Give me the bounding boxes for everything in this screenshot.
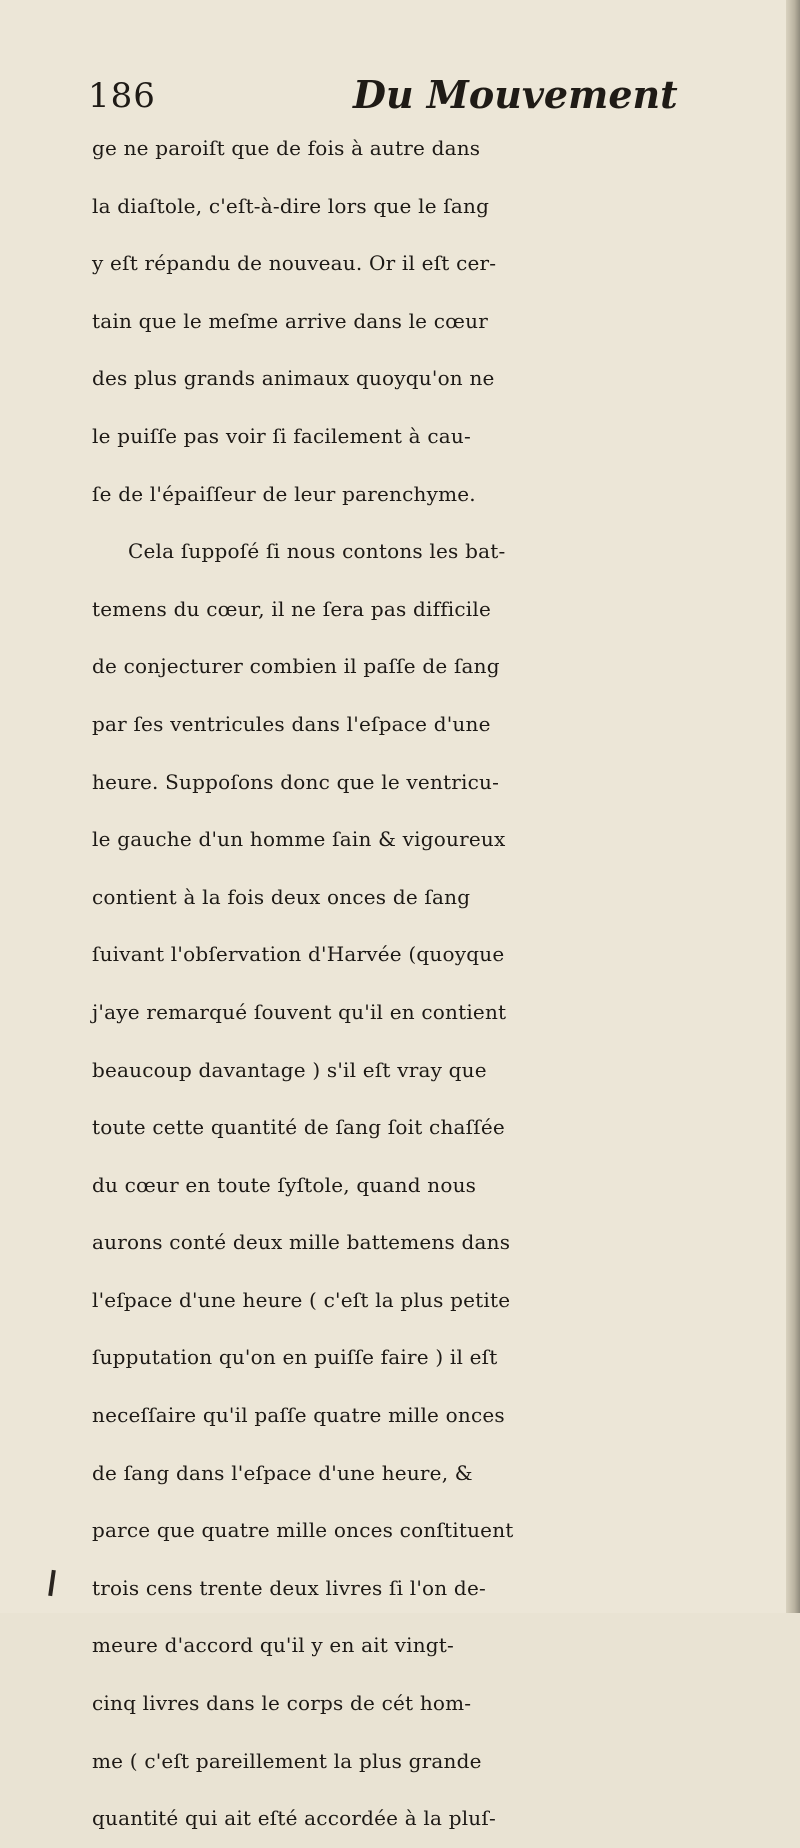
text-line: heure. Suppoſons donc que le ventricu- (92, 769, 500, 794)
text-line: toute cette quantité de ſang ſoit chaſſée (92, 1115, 505, 1140)
text-line: j'aye remarqué ſouvent qu'il en contient (92, 999, 507, 1024)
body-text (92, 120, 772, 1848)
text-line: ſe de l'épaiſſeur de leur parenchyme. (92, 481, 476, 506)
text-line: ſupputation qu'on en puiſſe faire ) il eſt (92, 1345, 498, 1370)
page-number: 186 (88, 76, 156, 116)
text-line: l'eſpace d'une heure ( c'eſt la plus petite (92, 1287, 511, 1312)
page-header (88, 72, 748, 122)
text-line: de ſang dans l'eſpace d'une heure, & (92, 1460, 473, 1485)
text-line: tain que le meſme arrive dans le cœur (92, 308, 488, 333)
text-line: quantité qui ait eſté accordée à la pluſ- (92, 1806, 496, 1831)
text-line: beaucoup davantage ) s'il eſt vray que (92, 1057, 487, 1082)
running-title: Du Mouvement (353, 72, 678, 117)
text-line: ge ne paroiſt que de fois à autre dans (92, 136, 481, 160)
text-line: par ſes ventricules dans l'eſpace d'une (92, 711, 491, 736)
text-line: des plus grands animaux quoyqu'on ne (92, 366, 495, 391)
text-line: le puiſſe pas voir ſi facilement à cau- (92, 423, 471, 448)
text-line: de conjecturer combien il paſſe de ſang (92, 654, 500, 679)
text-line: trois cens trente deux livres ſi l'on de- (92, 1575, 486, 1600)
page-edge-shadow (786, 0, 800, 1613)
paragraph-start-line: Cela ſuppoſé ſi nous contons les bat- (128, 539, 506, 564)
text-line: temens du cœur, il ne ſera pas difficile (92, 596, 492, 621)
text-line: le gauche d'un homme ſain & vigoureux (92, 827, 506, 852)
text-line: ſuivant l'obſervation d'Harvée (quoyque (92, 942, 505, 967)
margin-ink-mark (48, 1570, 56, 1596)
text-line: cinq livres dans le corps de cét hom- (92, 1691, 472, 1716)
text-line: y eſt répandu de nouveau. Or il eſt cer- (92, 251, 497, 276)
text-line: meure d'accord qu'il y en ait vingt- (92, 1633, 454, 1658)
text-line: contient à la fois deux onces de ſang (92, 884, 471, 909)
text-line: neceſſaire qu'il paſſe quatre mille onces (92, 1403, 505, 1428)
text-line: du cœur en toute ſyſtole, quand nous (92, 1172, 477, 1197)
text-line: me ( c'eſt pareillement la plus grande (92, 1748, 482, 1773)
text-line: parce que quatre mille onces conſtituent (92, 1518, 514, 1543)
text-line: la diaſtole, c'eſt-à-dire lors que le ſang (92, 193, 490, 218)
text-line: aurons conté deux mille battemens dans (92, 1230, 511, 1255)
